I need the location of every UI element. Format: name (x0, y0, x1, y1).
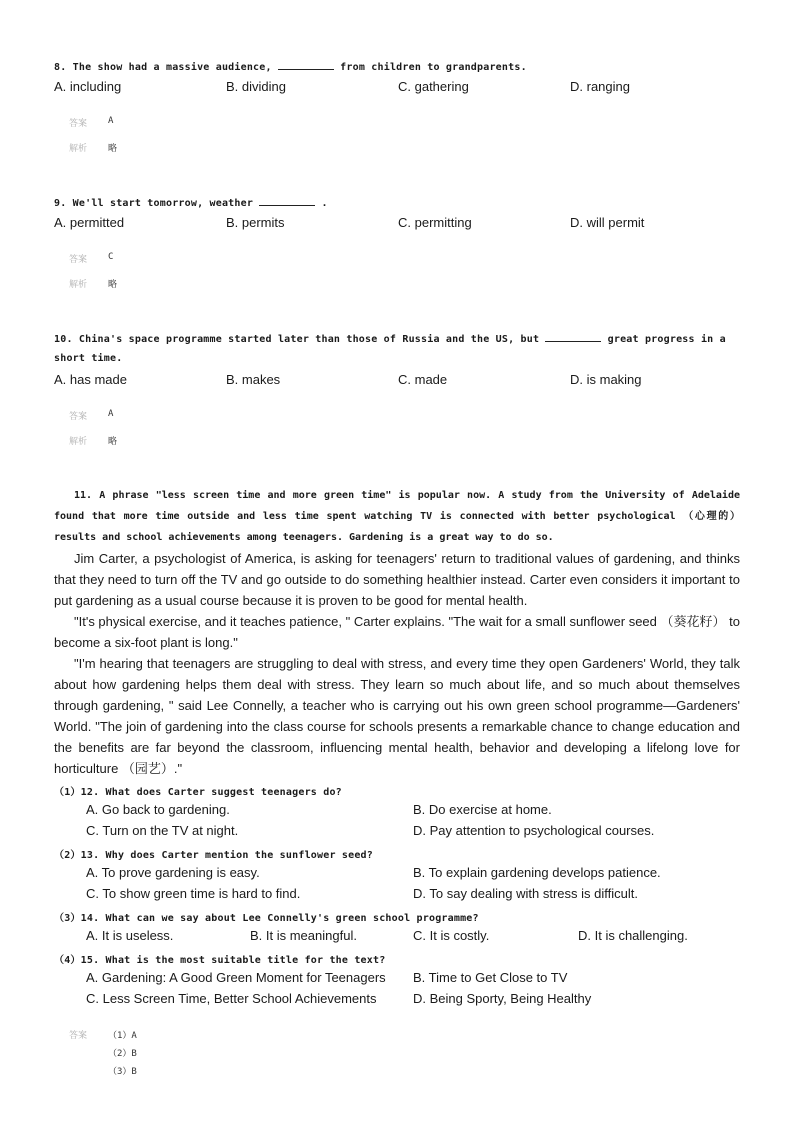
passage-paragraph-1: Jim Carter, a psychologist of America, is asking for teenagers' return to traditional values of gardening, and thinks that they need to turn off the TV and go outside to do something healthier instead. Carter even considers it important to put gardening as a usual course because it is proven to be good for mental health. (54, 551, 740, 608)
answer-line-3: （3）B (108, 1067, 137, 1077)
answer-blank (545, 332, 601, 342)
answer-value: A (108, 409, 114, 419)
answer-label: 答案 (69, 119, 88, 129)
analysis-label: 解析 (69, 144, 88, 154)
option-a: A. permitted (54, 215, 125, 230)
option-b: B. To explain gardening develops patience. (413, 865, 661, 880)
option-b: B. permits (226, 215, 285, 230)
option-b: B. dividing (226, 79, 286, 94)
question-stem: 8. The show had a massive audience, from children to grandparents. (54, 62, 527, 73)
answer-label: 答案 (69, 1031, 88, 1041)
option-d: D. ranging (570, 79, 630, 94)
sub-question-stem: （2）13. Why does Carter mention the sunflower seed? (54, 850, 373, 861)
option-b: B. Time to Get Close to TV (413, 970, 568, 985)
option-a: A. Gardening: A Good Green Moment for Teenagers (86, 970, 386, 985)
answer-blank (259, 196, 315, 206)
option-d: D. Being Sporty, Being Healthy (413, 991, 592, 1006)
analysis-label: 解析 (69, 280, 88, 290)
analysis-value: 略 (108, 437, 118, 447)
option-a: A. Go back to gardening. (86, 802, 230, 817)
option-a: A. To prove gardening is easy. (86, 865, 260, 880)
passage-paragraph-3: "I'm hearing that teenagers are struggling to deal with stress, and every time they open Gardeners' World, they talk about how gardening helps them deal with stress. They learn so much about life, and so much about themselves through gardening, " said Lee Connelly, a teacher who is carrying out his own green school programme—Gardeners' World. "The join of gardening into the class course for schools presents a remarkable chance to change education and the benefits are far beyond the classroom, influencing mental health, behavior and developing a lifelong love for horticulture （园艺）." (54, 656, 740, 776)
option-c: C. Less Screen Time, Better School Achievements (86, 991, 377, 1006)
passage-intro: 11. A phrase "less screen time and more green time" is popular now. A study from the University of Adelaide found that more time outside and less time spent watching TV is connected with better psychological （心理的） results and school achievements among teenagers. Gardening is a great way to do so. (54, 490, 740, 543)
analysis-value: 略 (108, 144, 118, 154)
answer-value: A (108, 116, 114, 126)
answer-line-2: （2）B (108, 1049, 137, 1059)
question-stem: 10. China's space programme started later than those of Russia and the US, but great progress in a (54, 334, 726, 345)
option-d: D. Pay attention to psychological courses. (413, 823, 655, 838)
option-b: B. makes (226, 372, 281, 387)
option-d: D. will permit (570, 215, 645, 230)
option-b: B. Do exercise at home. (413, 802, 552, 817)
passage-paragraph-2: "It's physical exercise, and it teaches patience, " Carter explains. "The wait for a small sunflower seed （葵花籽） to become a six-foot plant is long." (54, 614, 740, 650)
question-stem: 9. We'll start tomorrow, weather . (54, 198, 328, 209)
answer-value: C (108, 252, 114, 262)
option-c: C. To show green time is hard to find. (86, 886, 301, 901)
option-c: C. It is costly. (413, 928, 490, 943)
option-b: B. It is meaningful. (250, 928, 357, 943)
answer-label: 答案 (69, 412, 88, 422)
option-a: A. including (54, 79, 122, 94)
answer-line-1: （1）A (108, 1031, 137, 1041)
sub-question-stem: （1）12. What does Carter suggest teenagers do? (54, 787, 342, 798)
option-c: C. gathering (398, 79, 469, 94)
option-c: C. Turn on the TV at night. (86, 823, 239, 838)
analysis-label: 解析 (69, 437, 88, 447)
option-d: D. It is challenging. (578, 928, 688, 943)
analysis-value: 略 (108, 280, 118, 290)
answer-label: 答案 (69, 255, 88, 265)
answer-blank (278, 60, 334, 70)
question-stem-line2: short time. (54, 353, 123, 364)
option-a: A. has made (54, 372, 127, 387)
option-a: A. It is useless. (86, 928, 174, 943)
option-c: C. made (398, 372, 448, 387)
option-c: C. permitting (398, 215, 472, 230)
option-d: D. To say dealing with stress is difficult. (413, 886, 638, 901)
sub-question-stem: （3）14. What can we say about Lee Connelly's green school programme? (54, 913, 479, 924)
sub-question-stem: （4）15. What is the most suitable title for the text? (54, 955, 386, 966)
option-d: D. is making (570, 372, 642, 387)
